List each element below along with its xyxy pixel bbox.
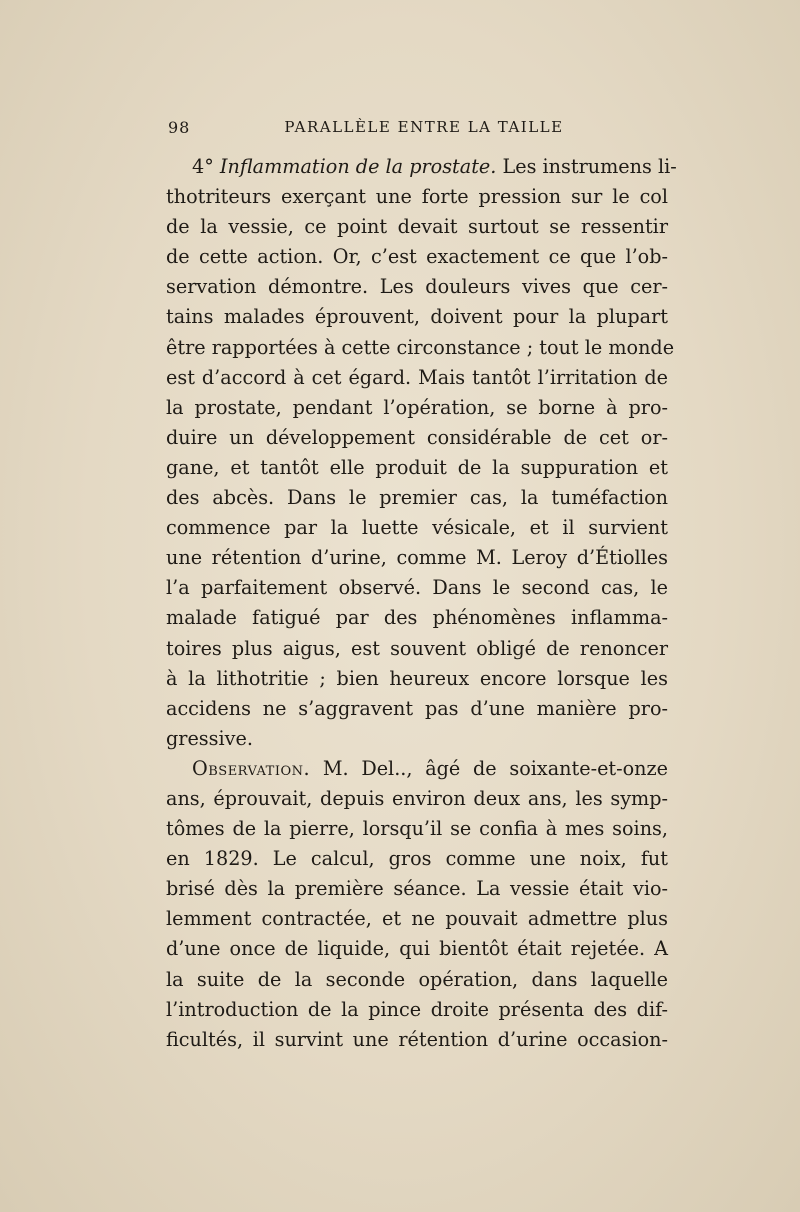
paragraph-line: la suite de la seconde opération, dans laquelle xyxy=(166,967,668,991)
paragraph-line: gane, et tantôt elle produit de la suppuration et xyxy=(166,455,668,479)
paragraph-line: d’une once de liquide, qui bientôt était rejetée. A xyxy=(166,937,668,961)
section-title: Inflammation de la prostate. xyxy=(219,155,497,178)
paragraph-line: être rapportées à cette circonstance ; tout le monde xyxy=(166,335,675,359)
paragraph-line: l’introduction de la pince droite présenta des dif- xyxy=(166,997,668,1021)
paragraph-line: malade fatigué par des phénomènes inflamma- xyxy=(166,606,668,630)
paragraph-line: thotriteurs exerçant une forte pression sur le col xyxy=(166,185,668,209)
observation-label: Observation. xyxy=(192,756,311,780)
running-title: PARALLÈLE ENTRE LA TAILLE xyxy=(284,118,564,136)
paragraph-line: des abcès. Dans le premier cas, la tuméfaction xyxy=(166,486,668,510)
paragraph-line: ans, éprouvait, depuis environ deux ans, les symp- xyxy=(166,786,668,810)
section-number: 4° xyxy=(192,155,214,178)
paragraph-line: servation démontre. Les douleurs vives que cer- xyxy=(166,275,668,299)
paragraph-line: accidens ne s’aggravent pas d’une manière pro- xyxy=(166,696,668,720)
paragraph-line: une rétention d’urine, comme M. Leroy d’Étiolles xyxy=(166,546,668,570)
paragraph-line: lemment contractée, et ne pouvait admettre plus xyxy=(166,907,668,931)
page-header xyxy=(166,118,668,152)
paragraph-line: toires plus aigus, est souvent obligé de renoncer xyxy=(166,636,668,660)
paragraph-line: commence par la luette vésicale, et il survient xyxy=(166,516,668,540)
line-text: M. Del.., âgé de soixante-et-onze xyxy=(310,756,668,780)
paragraph-line: en 1829. Le calcul, gros comme une noix, fut xyxy=(166,847,668,871)
paragraph-line: la prostate, pendant l’opération, se borne à pro- xyxy=(166,395,668,419)
paragraph-line: de cette action. Or, c’est exactement ce que l’ob- xyxy=(166,245,668,269)
paragraph-observation xyxy=(166,754,668,1055)
paragraph-line: brisé dès la première séance. La vessie était vio- xyxy=(166,877,668,901)
paragraph-line: l’a parfaitement observé. Dans le second cas, le xyxy=(166,576,668,600)
paragraph-prostate-inflammation xyxy=(166,152,677,754)
paragraph-line: tômes de la pierre, lorsqu’il se confia à mes soins, xyxy=(166,817,668,841)
paragraph-line: à la lithotritie ; bien heureux encore lorsque les xyxy=(166,666,668,690)
paragraph-line xyxy=(166,754,668,784)
paragraph-line xyxy=(166,152,677,182)
paragraph-line: est d’accord à cet égard. Mais tantôt l’irritation de xyxy=(166,365,668,389)
line-text: Les instrumens li- xyxy=(496,155,677,178)
paragraph-line: gressive. xyxy=(166,726,253,750)
page-number: 98 xyxy=(168,118,191,137)
paragraph-line: tains malades éprouvent, doivent pour la plupart xyxy=(166,305,668,329)
text-block xyxy=(166,118,677,1055)
paragraph-line: de la vessie, ce point devait surtout se ressentir xyxy=(166,215,668,239)
paragraph-line: ficultés, il survint une rétention d’urine occasion- xyxy=(166,1027,668,1051)
paragraph-line: duire un développement considérable de cet or- xyxy=(166,425,668,449)
